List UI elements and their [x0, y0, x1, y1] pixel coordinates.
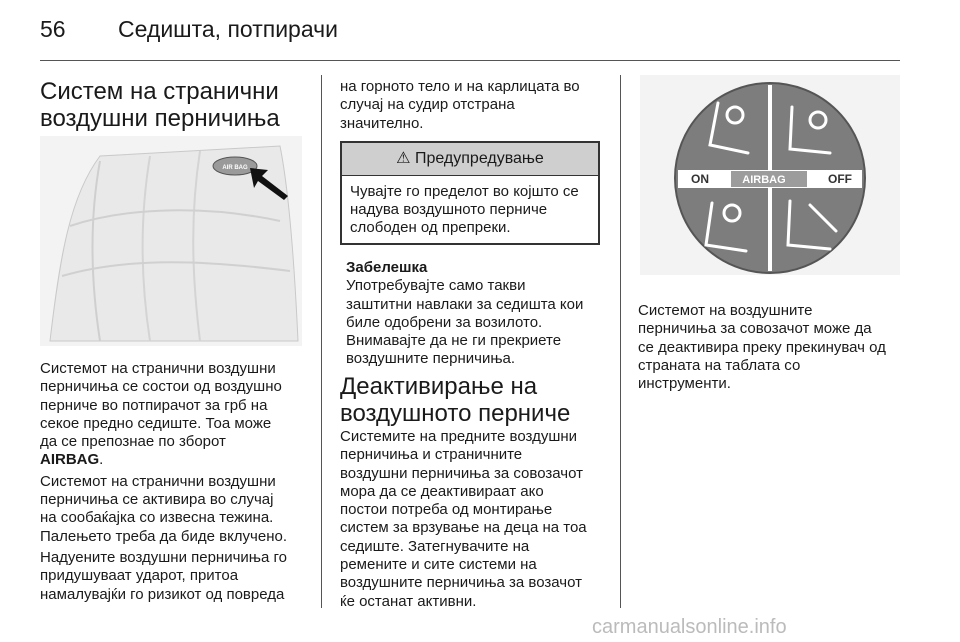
header-divider — [40, 60, 900, 61]
switch-on-label: ON — [691, 172, 709, 186]
text-line: Системот на странични воздушни — [40, 360, 276, 377]
text-line: биле одобрени за возилото. — [346, 313, 543, 331]
text-line: Системите на предните воздушни — [340, 428, 578, 445]
section-title: Седишта, потпирачи — [118, 16, 338, 42]
side-airbag-heading — [40, 78, 310, 132]
heading-line: воздушни перничиња — [40, 105, 280, 132]
col3-body — [638, 302, 906, 393]
text-line: инструменти. — [638, 375, 731, 393]
col1-body — [40, 360, 312, 607]
seat-airbag-illustration — [40, 136, 302, 346]
text-line: надува воздушното перниче — [350, 201, 548, 218]
text-line: намалувајќи го ризикот од повреда — [40, 585, 285, 603]
airbag-label-text: AIR BAG — [222, 165, 248, 171]
text-line: Надуените воздушни перничиња го — [40, 548, 287, 566]
text-line: Употребувајте само такви — [346, 277, 526, 295]
paragraph-activation — [40, 473, 312, 546]
switch-off-label: OFF — [828, 172, 852, 186]
text-line: постои потреба од монтирање — [340, 501, 553, 519]
text-line: се деактивира преку прекинувач од — [638, 338, 886, 356]
text-line: значително. — [340, 114, 424, 132]
text-line: страната на таблата со — [638, 356, 801, 374]
deactivation-body — [340, 428, 615, 611]
text-line: Системот на странични воздушни — [40, 472, 276, 490]
text-line: воздушните перничиња. — [346, 350, 516, 368]
warning-title: Предупредување — [414, 150, 544, 167]
text-line: Внимавајте да не ги прекриете — [346, 332, 562, 350]
text-line: перниче во потпирачот за грб на — [40, 396, 268, 414]
text-line — [40, 451, 312, 469]
column-divider-1 — [321, 75, 322, 608]
text-line: секое предно седиште. Тоа може — [40, 414, 272, 432]
text-line: слободен од препреки. — [350, 219, 511, 236]
col2-intro — [340, 78, 610, 133]
page-number: 56 — [40, 16, 66, 42]
paragraph-composition — [40, 360, 312, 470]
text-line: случај на судир отстрана — [340, 96, 515, 114]
text-line: заштитни навлаки за седишта кои — [346, 295, 584, 313]
text-line: на сообаќајка со извесна тежина. — [40, 509, 274, 527]
period: . — [99, 451, 104, 469]
text-line: Чувајте го пределот во којшто се — [350, 183, 579, 200]
column-divider-2 — [620, 75, 621, 608]
heading-line: Деактивирање на — [340, 373, 538, 400]
heading-line: воздушното перниче — [340, 400, 571, 427]
text-line: придушуваат ударот, притоа — [40, 567, 239, 585]
text-line: ремените и сите системи на — [340, 556, 537, 574]
warning-triangle-icon: ⚠ — [396, 150, 411, 167]
text-line: перничиња се состои од воздушно — [40, 378, 282, 396]
paragraph-protection — [40, 549, 312, 604]
text-line: воздушни перничиња за совозачот — [340, 464, 583, 482]
text-line: перничиња се активира во случај — [40, 491, 274, 509]
text-line: ќе останат активни. — [340, 592, 477, 610]
warning-box — [340, 141, 600, 245]
text-line: перничиња и страничните — [340, 446, 523, 464]
watermark: carmanualsonline.info — [592, 616, 787, 638]
text-line: систем за врзување на деца на тоа — [340, 519, 587, 537]
warning-header — [342, 143, 598, 176]
text-line: Системот на воздушните — [638, 302, 813, 319]
text-line: воздушните перничиња за возачот — [340, 574, 582, 592]
switch-airbag-label: AIRBAG — [742, 174, 786, 186]
deactivation-heading — [340, 373, 615, 427]
airbag-switch-illustration — [640, 75, 900, 275]
text-line: да се препознае по зборот — [40, 433, 226, 451]
text-line: мора да се деактивираат ако — [340, 482, 544, 500]
airbag-word: AIRBAG — [40, 451, 100, 469]
text-line: перничиња за совозачот може да — [638, 320, 872, 338]
note-block — [346, 259, 612, 369]
text-line: на горното тело и на карлицата во — [340, 78, 580, 95]
text-line: седиште. Затегнувачите на — [340, 537, 530, 555]
warning-text — [342, 176, 598, 244]
text-line: Палењето треба да биде вклучено. — [40, 527, 288, 545]
note-title: Забелешка — [346, 259, 428, 276]
heading-line: Систем на странични — [40, 78, 279, 105]
